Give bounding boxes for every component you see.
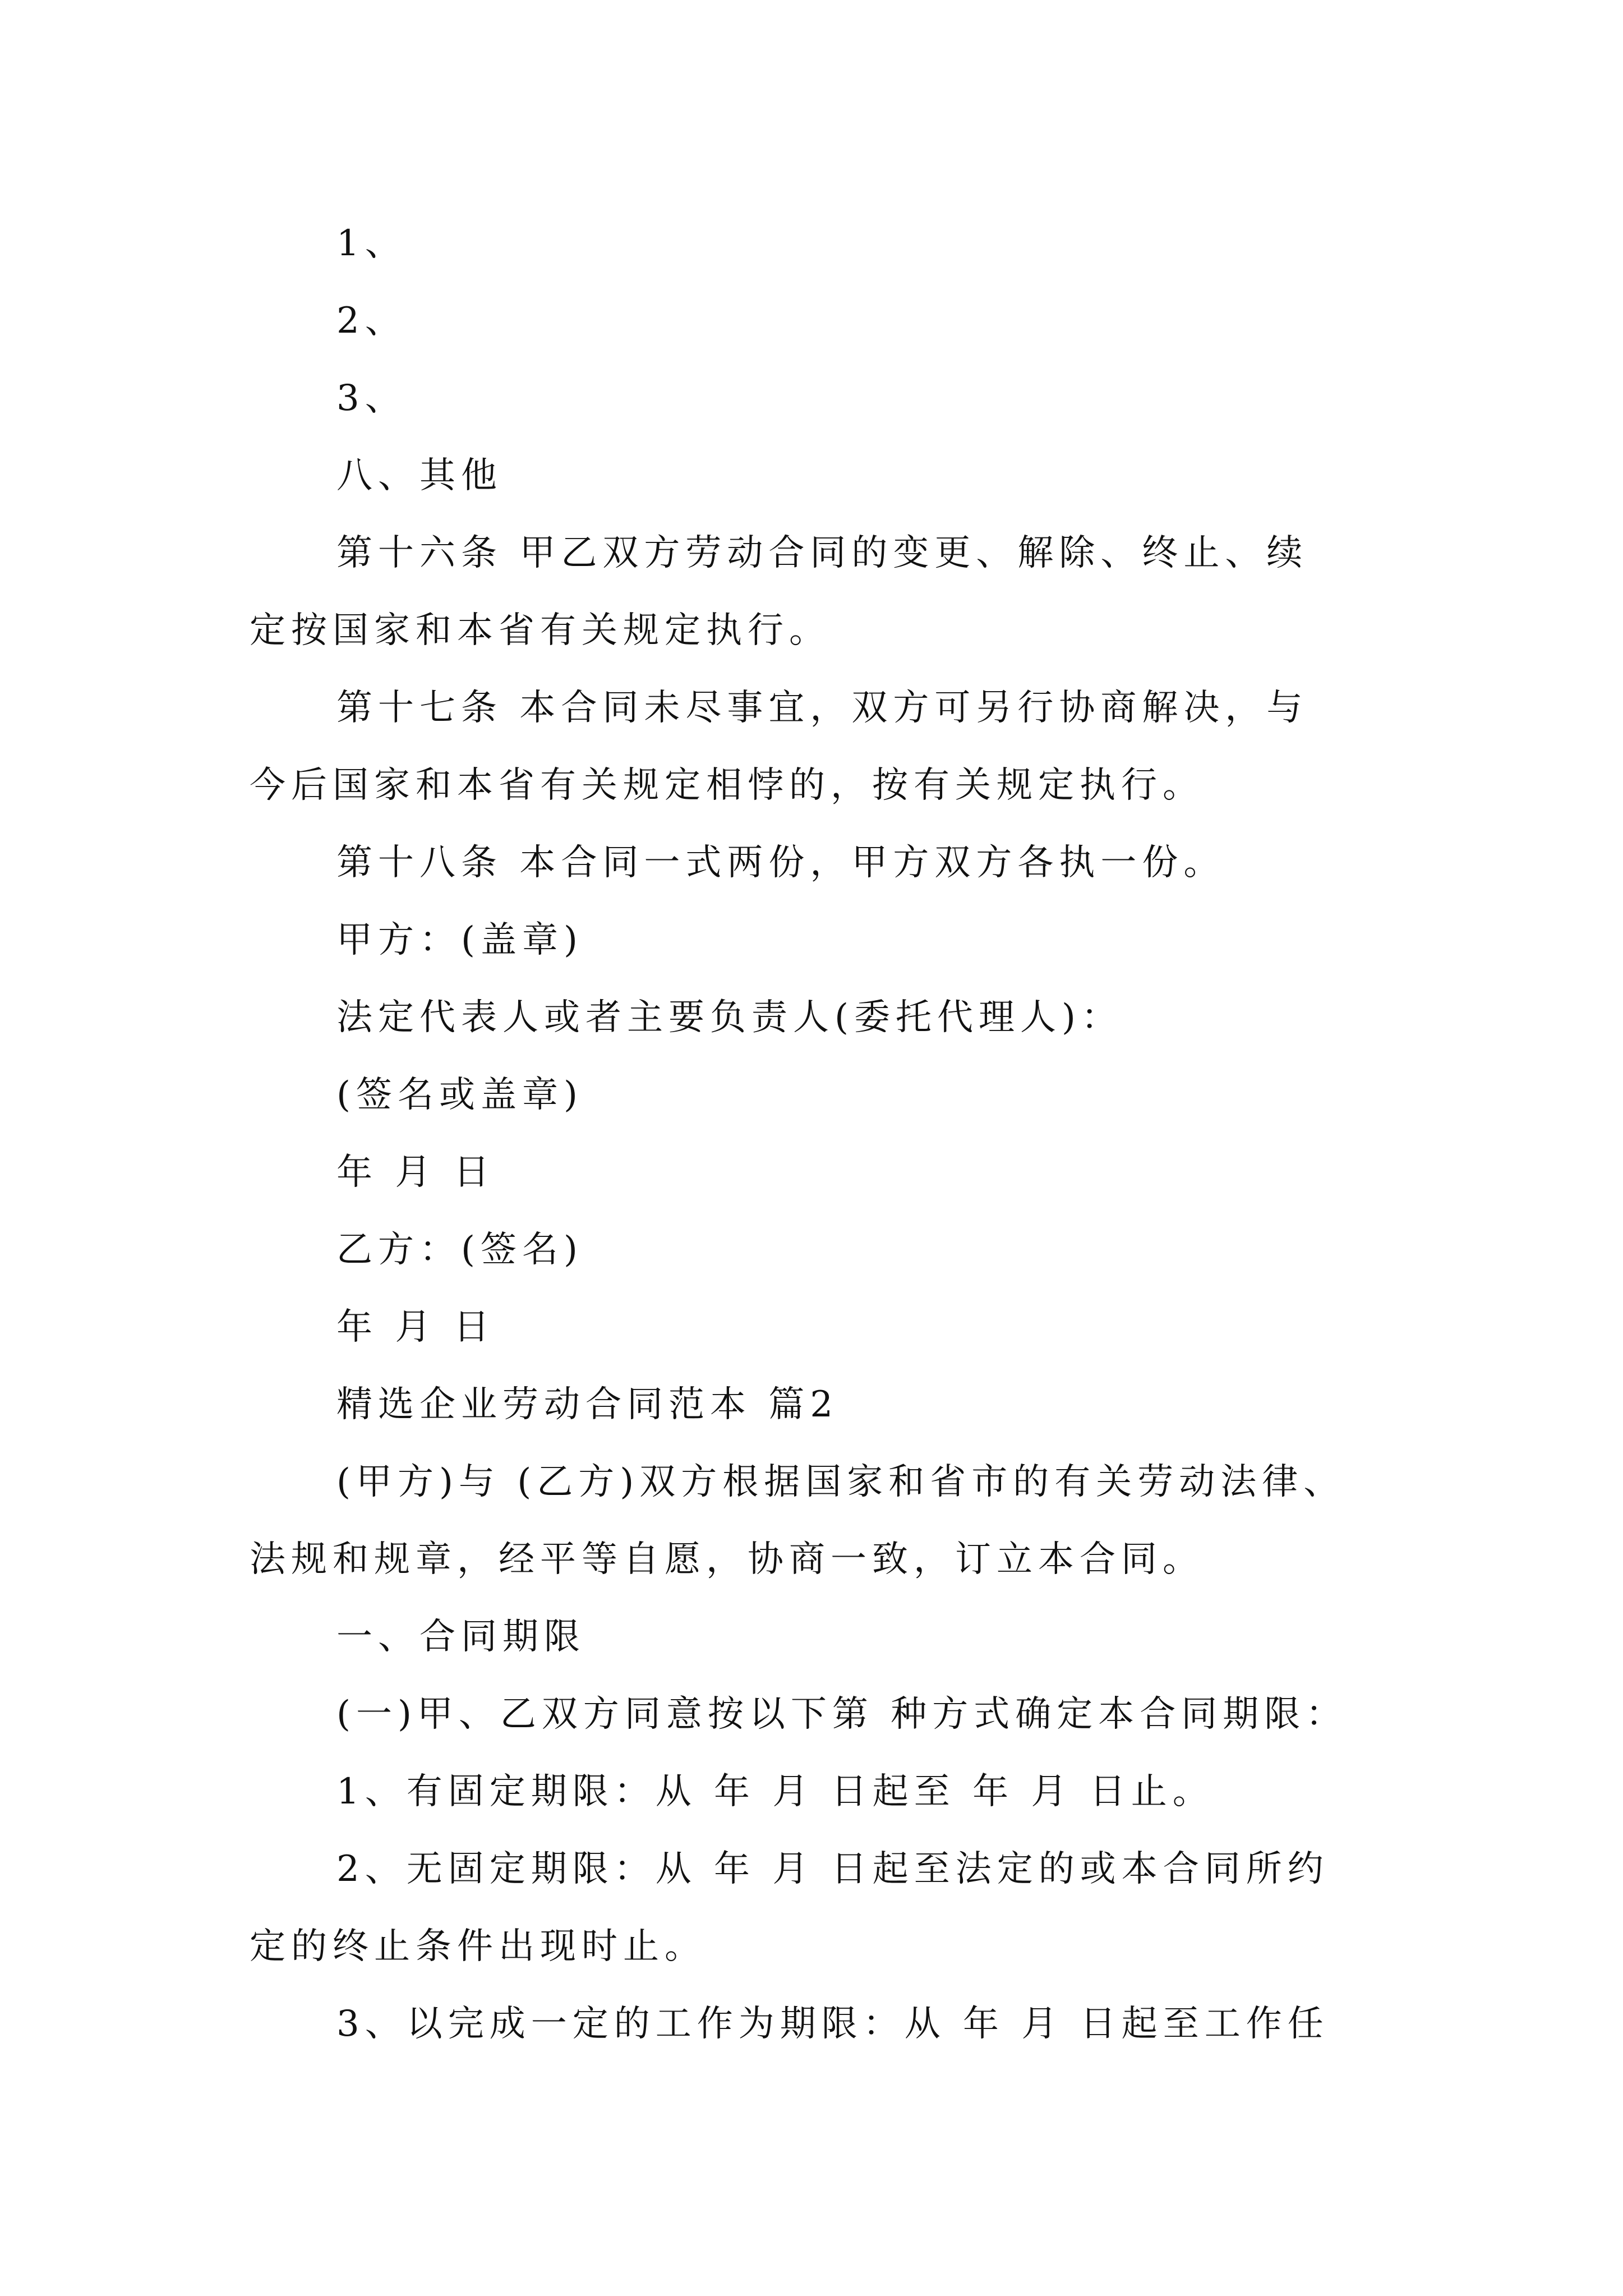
text-line: 3、: [336, 378, 407, 419]
text-line: 法定代表人或者主要负责人(委托代理人)：: [336, 997, 1123, 1038]
text-line: 法规和规章，经平等自愿，协商一致，订立本合同。: [250, 1539, 1204, 1580]
text-line: 1、: [336, 223, 407, 264]
text-line: (一)甲、乙双方同意按以下第 种方式确定本合同期限：: [336, 1694, 1348, 1735]
text-line: (签名或盖章): [336, 1074, 583, 1116]
section-heading: 一、合同期限: [336, 1616, 585, 1658]
section-title: 精选企业劳动合同范本 篇2: [336, 1384, 839, 1425]
text-line: 今后国家和本省有关规定相悖的，按有关规定执行。: [250, 765, 1204, 806]
text-line: 第十七条 本合同未尽事宜，双方可另行协商解决，与: [336, 687, 1308, 729]
text-line: (甲方)与 (乙方)双方根据国家和省市的有关劳动法律、: [336, 1461, 1345, 1503]
text-line: 定的终止条件出现时止。: [250, 1926, 706, 1967]
party-a-line: 甲方：(盖章): [336, 919, 583, 961]
text-line: 3、以完成一定的工作为期限：从 年 月 日起至工作任: [336, 2003, 1329, 2045]
section-heading: 八、其他: [336, 455, 502, 496]
text-line: 1、有固定期限：从 年 月 日起至 年 月 日止。: [336, 1771, 1214, 1812]
text-line: 第十八条 本合同一式两份，甲方双方各执一份。: [336, 842, 1225, 884]
text-line: 定按国家和本省有关规定执行。: [250, 610, 831, 651]
text-line: 第十六条 甲乙双方劳动合同的变更、解除、终止、续: [336, 532, 1308, 574]
date-line: 年 月 日: [336, 1152, 495, 1193]
party-b-line: 乙方：(签名): [336, 1229, 583, 1271]
text-line: 2、: [336, 300, 407, 342]
date-line: 年 月 日: [336, 1306, 495, 1348]
text-line: 2、无固定期限：从 年 月 日起至法定的或本合同所约: [336, 1848, 1329, 1890]
